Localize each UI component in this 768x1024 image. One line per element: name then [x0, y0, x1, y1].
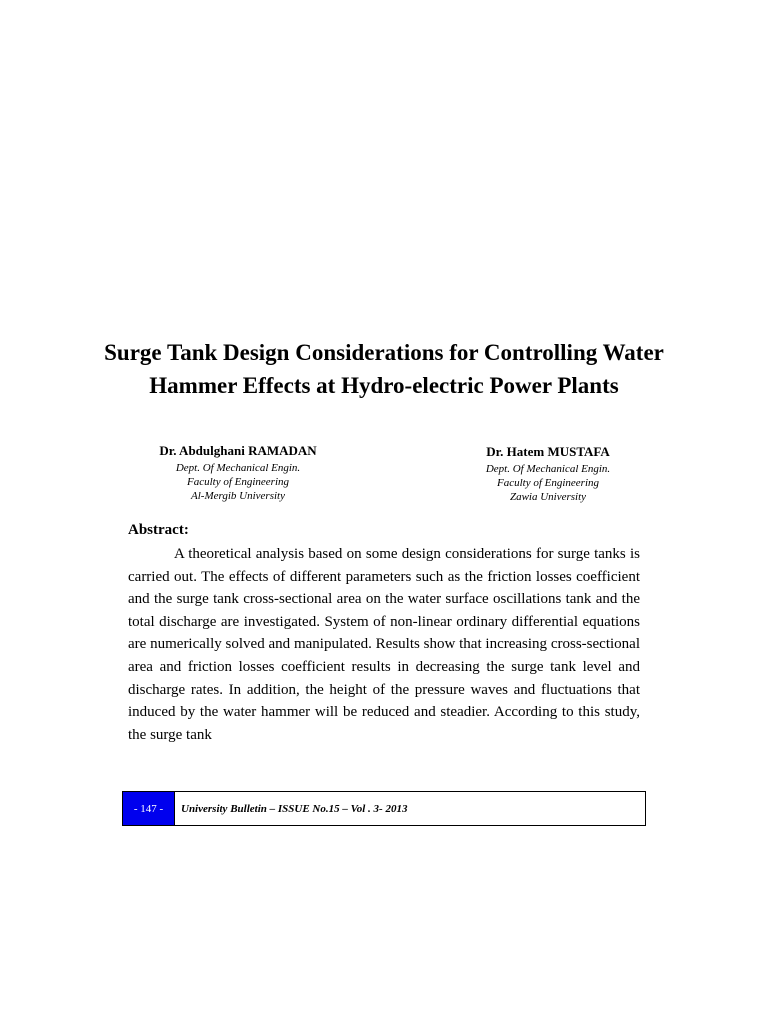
journal-citation: University Bulletin – ISSUE No.15 – Vol . 3- 2013: [181, 802, 408, 815]
author-department: Dept. Of Mechanical Engin.: [175, 462, 301, 474]
abstract-body: A theoretical analysis based on some design considerations for surge tanks is carried out. The effects of different parameters such as the friction losses coefficient and the surge tank cross-sectional area on the water surface oscillations tank and the total discharge are investigated. System of non-linear ordinary differential equations are numerically solved and manipulated. Results show that increasing cross-sectional area and friction losses coefficient results in decreasing the surge tank level and discharge rates. In addition, the height of the pressure waves and fluctuations that induced by the water hammer will be reduced and steadier. According to this study, the surge tank: [128, 546, 640, 743]
page-footer: [122, 791, 646, 826]
abstract-heading: Abstract:: [128, 522, 189, 538]
author-faculty: Faculty of Engineering: [186, 476, 290, 488]
author-name: Dr. Hatem MUSTAFA: [486, 444, 610, 459]
author-faculty: Faculty of Engineering: [496, 477, 600, 489]
author-block-2: [438, 444, 658, 504]
paper-title: Surge Tank Design Considerations for Controlling Water Hammer Effects at Hydro-electric Power Plants: [104, 340, 664, 398]
author-university: Zawia University: [509, 491, 587, 503]
author-department: Dept. Of Mechanical Engin.: [485, 463, 611, 475]
author-block-1: [128, 443, 348, 503]
author-university: Al-Mergib University: [191, 490, 285, 502]
page-number-badge: - 147 -: [123, 792, 175, 825]
author-name: Dr. Abdulghani RAMADAN: [159, 443, 317, 458]
